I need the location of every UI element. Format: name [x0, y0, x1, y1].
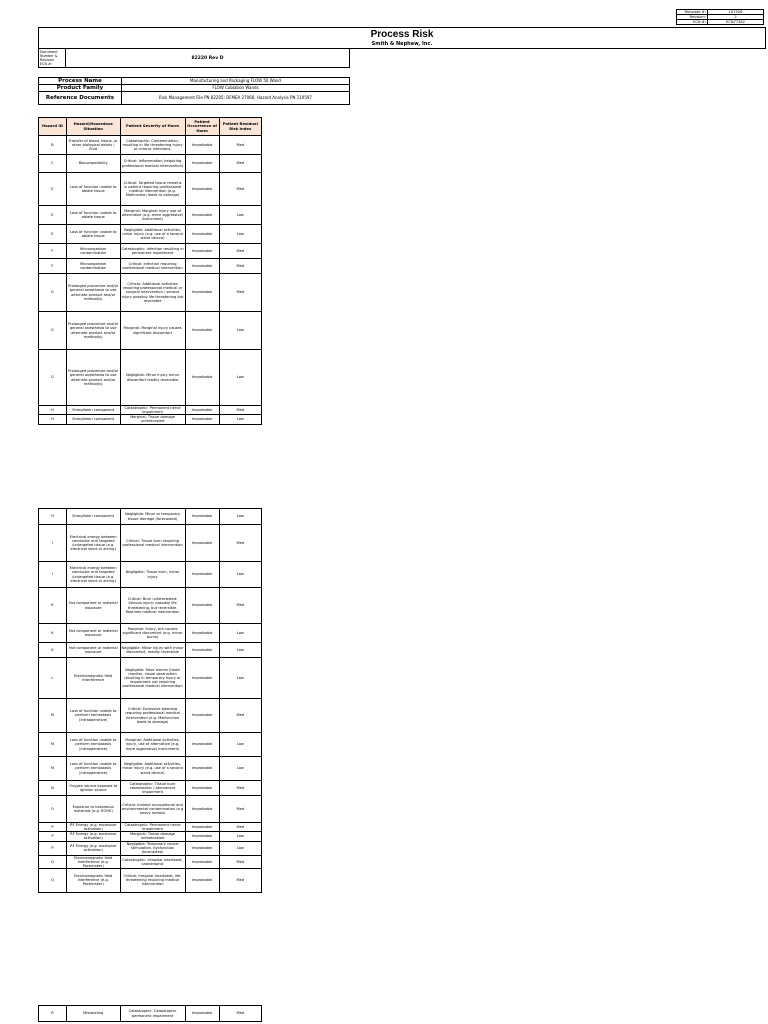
occurrence-cell: Improbable [185, 588, 219, 624]
page-title: Process Risk [370, 29, 434, 40]
risk-table-page-2 [38, 508, 262, 893]
risk-table-row [39, 406, 262, 415]
hazard-situation-cell: Loss of function unable to perform hemostasis (intraoperative) [66, 757, 120, 781]
risk-index-cell: Med [219, 525, 261, 562]
risk-table-row [39, 350, 262, 406]
risk-index-cell: Low [219, 757, 261, 781]
severity-cell: Catastrophic: Permanent nerve impairment [120, 823, 185, 832]
risk-index-cell: Low [219, 832, 261, 841]
risk-index-cell: Med [219, 855, 261, 868]
severity-cell: Marginal: Marginal injury causes significant discomfort [120, 312, 185, 350]
hazard-situation-cell: Microorganism contamination [66, 259, 120, 274]
risk-index-cell: Med [219, 868, 261, 892]
risk-table-row [39, 796, 262, 823]
hazard-id-cell: L [39, 658, 67, 699]
hazard-situation-cell: Microorganism contamination [66, 244, 120, 259]
risk-index-cell: Med [219, 136, 261, 155]
risk-index-cell: Med [219, 1006, 261, 1022]
risk-index-cell: Low [219, 206, 261, 225]
risk-index-cell: Low [219, 312, 261, 350]
severity-cell: Critical: Additional activities requiring professional medical or surgical intervention / serious injury possibly life threatening but reversible [120, 274, 185, 312]
template-info-row [677, 20, 764, 25]
column-header-severity: Patient Severity of Harm [120, 118, 185, 136]
severity-cell: Catastrophic: Contamination, resulting in life threatening injury or chronic infections. [120, 136, 185, 155]
hazard-id-cell: F [39, 244, 67, 259]
hazard-situation-cell: Sharp/keen component [66, 415, 120, 424]
document-header [38, 27, 766, 49]
risk-table-row [39, 699, 262, 733]
severity-cell: Catastrophic: Irregular heartbeat, catastrophic [120, 855, 185, 868]
occurrence-cell: Improbable [185, 259, 219, 274]
process-name-label: Process Name [39, 78, 122, 85]
hazard-id-cell: M [39, 699, 67, 733]
severity-cell: Catastrophic: Catastrophic permanent impairment [120, 1006, 185, 1022]
occurrence-cell: Improbable [185, 173, 219, 206]
occurrence-cell: Improbable [185, 643, 219, 658]
risk-index-cell: Low [219, 225, 261, 244]
hazard-id-cell: F [39, 259, 67, 274]
occurrence-cell: Improbable [185, 562, 219, 588]
severity-cell: Negligible: False alarms (heart monitor, visual obstruction resulting in temporary injury or impairment not requiring professional medical intervention [120, 658, 185, 699]
risk-index-cell: Low [219, 415, 261, 424]
hazard-id-cell: M [39, 757, 67, 781]
severity-cell: Marginal: Tissue damage unforecasted [120, 415, 185, 424]
risk-index-cell: Med [219, 244, 261, 259]
risk-table-row [39, 225, 262, 244]
column-header-hazardous-situation: Hazard/Hazardous Situation [66, 118, 120, 136]
hazard-situation-cell: Exposure to hazardous materials (e.g. ROHS) [66, 796, 120, 823]
risk-table-row [39, 624, 262, 643]
risk-index-cell: Med [219, 155, 261, 173]
occurrence-cell: Improbable [185, 823, 219, 832]
hazard-situation-cell: Loss of function unable to ablate tissue [66, 173, 120, 206]
hazard-id-cell: K [39, 624, 67, 643]
severity-cell: Critical: Irregular heartbeat, life-threatening requiring medical intervention [120, 868, 185, 892]
severity-cell: Negligible: Additional activities, minor injury (e.g. use of a second wand device) [120, 757, 185, 781]
hazard-situation-cell: Prolonged procedure and/or general anesthesia to use alternate product and/or method(s) [66, 274, 120, 312]
hazard-id-cell: K [39, 588, 67, 624]
hazard-situation-cell: Oxygen source exposed to ignition source [66, 781, 120, 796]
hazard-id-cell: H [39, 406, 67, 415]
occurrence-cell: Improbable [185, 757, 219, 781]
risk-table-row [39, 136, 262, 155]
hazard-id-cell: R [39, 1006, 67, 1022]
hazard-situation-cell: RF Energy (e.g. excessive activation) [66, 823, 120, 832]
hazard-situation-cell: Electrical energy between conductor and targeted /untargeted tissue (e.g. electrical short or arcing) [66, 525, 120, 562]
hazard-id-cell: Q [39, 855, 67, 868]
column-header-risk-index: Patient Residual Risk Index [219, 118, 261, 136]
product-family-value: FLOW Coblation Wands [122, 85, 350, 92]
occurrence-cell: Improbable [185, 525, 219, 562]
risk-table-row [39, 643, 262, 658]
severity-cell: Critical: Infection requiring professional medical intervention [120, 259, 185, 274]
occurrence-cell: Improbable [185, 206, 219, 225]
risk-index-cell: Low [219, 733, 261, 757]
risk-table-row [39, 525, 262, 562]
hazard-situation-cell: Electromagnetic field interference (e.g. Pacemaker) [66, 868, 120, 892]
template-info-box [676, 9, 764, 25]
risk-index-cell: Low [219, 643, 261, 658]
occurrence-cell: Improbable [185, 658, 219, 699]
occurrence-cell: Improbable [185, 841, 219, 855]
reference-documents-label: Reference Documents [39, 92, 122, 105]
hazard-id-cell: E [39, 206, 67, 225]
hazard-id-cell: O [39, 796, 67, 823]
document-number-labels: Document Number & Revision ECN #: [39, 49, 66, 68]
risk-index-cell: Med [219, 781, 261, 796]
hazard-situation-cell: Prolonged procedure and/or general anesthesia to use alternate product and/or method(s) [66, 312, 120, 350]
occurrence-cell: Improbable [185, 796, 219, 823]
hazard-situation-cell: RF Energy (e.g. excessive activation) [66, 841, 120, 855]
risk-index-cell: Med [219, 796, 261, 823]
risk-table-row [39, 588, 262, 624]
severity-cell: Marginal: Additional activities, injury, use of alternative (e.g. more aggressive) instrument) [120, 733, 185, 757]
risk-table-row [39, 733, 262, 757]
risk-table-row [39, 173, 262, 206]
risk-table-row [39, 206, 262, 225]
risk-table-row [39, 823, 262, 832]
risk-index-cell: Med [219, 274, 261, 312]
severity-cell: Marginal: Marginal injury use of alternative (e.g. more aggressive) instrument) [120, 206, 185, 225]
document-number: 82220 Rev D [66, 49, 350, 68]
occurrence-cell: Improbable [185, 832, 219, 841]
hazard-id-cell: K [39, 643, 67, 658]
template-info-value: 107328 [708, 10, 764, 15]
risk-table-row [39, 757, 262, 781]
risk-index-cell: Med [219, 173, 261, 206]
reference-documents-value: Risk Management File PN 82205; DFMEA 27066; Hazard Analysis PN 110597 [122, 92, 350, 105]
risk-table-row [39, 274, 262, 312]
severity-cell: Negligible: Tissue burn, minor injury [120, 562, 185, 588]
hazard-id-cell: B [39, 136, 67, 155]
occurrence-cell: Improbable [185, 244, 219, 259]
hazard-situation-cell: Mislabeling [66, 1006, 120, 1022]
severity-cell: Catastrophic: Permanent nerve impairment [120, 406, 185, 415]
hazard-id-cell: N [39, 781, 67, 796]
hazard-situation-cell: Transfer of blood, tissue, or other biological debris / fluid [66, 136, 120, 155]
process-name-value: Manufacturing and Packaging FLOW 50 Wand [122, 78, 350, 85]
risk-index-cell: Low [219, 562, 261, 588]
product-family-label: Product Family [39, 85, 122, 92]
occurrence-cell: Improbable [185, 415, 219, 424]
severity-cell: Marginal: Tissue damage unforecasted [120, 832, 185, 841]
template-info-value: ECN77382 [708, 20, 764, 25]
occurrence-cell: Improbable [185, 733, 219, 757]
severity-cell: Critical: Burn unforecasted: Serious injury; possibly life threatening, but reversible. Requires medical intervention [120, 588, 185, 624]
risk-index-cell: Low [219, 350, 261, 406]
severity-cell: Catastrophic: Infection resulting in permanent impairment [120, 244, 185, 259]
risk-table-row [39, 155, 262, 173]
risk-index-cell: Med [219, 259, 261, 274]
hazard-situation-cell: Electromagnetic field interference [66, 658, 120, 699]
template-info-label: Revision: [677, 15, 708, 20]
process-info-table [38, 77, 350, 105]
risk-index-cell: Med [219, 588, 261, 624]
occurrence-cell: Improbable [185, 312, 219, 350]
occurrence-cell: Improbable [185, 699, 219, 733]
severity-cell: Catastrophic: Tissue burn catastrophic / permanent impairment [120, 781, 185, 796]
hazard-id-cell: P [39, 832, 67, 841]
template-info-label: Template #: [677, 10, 708, 15]
hazard-situation-cell: Hot component or material exposure [66, 588, 120, 624]
severity-cell: Negligible: Additional activities, minor injury (e.g. use of a second wand device) [120, 225, 185, 244]
hazard-situation-cell: Loss of function unable to ablate tissue [66, 206, 120, 225]
risk-table-row [39, 415, 262, 424]
occurrence-cell: Improbable [185, 274, 219, 312]
risk-table-page-3 [38, 1005, 262, 1022]
risk-table-row [39, 781, 262, 796]
risk-table-row [39, 658, 262, 699]
document-number-box [38, 48, 350, 68]
risk-table-row [39, 509, 262, 525]
risk-index-cell: Low [219, 624, 261, 643]
occurrence-cell: Improbable [185, 350, 219, 406]
severity-cell: Negligible: Temporary neural stimulation, dysfunction (forecasted) [120, 841, 185, 855]
hazard-id-cell: G [39, 274, 67, 312]
hazard-id-cell: C [39, 155, 67, 173]
template-info-value: 2 [708, 15, 764, 20]
column-header-hazard-id: Hazard ID [39, 118, 67, 136]
severity-cell: Negligible: Minor injury minor discomfort readily reversible [120, 350, 185, 406]
risk-table-row [39, 841, 262, 855]
hazard-id-cell: I [39, 562, 67, 588]
hazard-id-cell: G [39, 350, 67, 406]
occurrence-cell: Improbable [185, 155, 219, 173]
risk-index-cell: Med [219, 823, 261, 832]
risk-table-row [39, 868, 262, 892]
hazard-situation-cell: Hot component or material exposure [66, 624, 120, 643]
hazard-id-cell: P [39, 841, 67, 855]
template-info-label: ECN #: [677, 20, 708, 25]
occurrence-cell: Improbable [185, 225, 219, 244]
risk-table-row [39, 312, 262, 350]
hazard-id-cell: H [39, 415, 67, 424]
hazard-situation-cell: Sharp/keen component [66, 509, 120, 525]
occurrence-cell: Improbable [185, 855, 219, 868]
hazard-situation-cell: Electromagnetic field interference (e.g. Pacemaker) [66, 855, 120, 868]
hazard-id-cell: I [39, 525, 67, 562]
hazard-id-cell: E [39, 225, 67, 244]
company-name: Smith & Nephew, Inc. [371, 41, 433, 47]
risk-table-row [39, 259, 262, 274]
severity-cell: Critical: Inflammation (requiring professional medical intervention) [120, 155, 185, 173]
risk-table-header-row [39, 118, 262, 136]
hazard-id-cell: H [39, 509, 67, 525]
hazard-situation-cell: Biocompatibility [66, 155, 120, 173]
severity-cell: Negligible: Minor injury with minor discomfort, readily reversible [120, 643, 185, 658]
severity-cell: Critical: Targeted tissue remains in patient requiring professional medical intervention (e.g. Malfunction leads to damage) [120, 173, 185, 206]
hazard-situation-cell: Sharp/keen component [66, 406, 120, 415]
hazard-situation-cell: Loss of function unable to perform hemostasis (intraoperative) [66, 733, 120, 757]
hazard-id-cell: G [39, 312, 67, 350]
risk-index-cell: Low [219, 658, 261, 699]
occurrence-cell: Improbable [185, 1006, 219, 1022]
hazard-situation-cell: RF Energy (e.g. excessive activation) [66, 832, 120, 841]
occurrence-cell: Improbable [185, 509, 219, 525]
risk-table-page-1 [38, 117, 262, 425]
hazard-situation-cell: Loss of function unable to perform hemostasis (intraoperative) [66, 699, 120, 733]
occurrence-cell: Improbable [185, 868, 219, 892]
risk-index-cell: Med [219, 406, 261, 415]
hazard-id-cell: P [39, 823, 67, 832]
risk-index-cell: Med [219, 699, 261, 733]
risk-table-row [39, 1006, 262, 1022]
risk-index-cell: Low [219, 509, 261, 525]
risk-table-row [39, 244, 262, 259]
occurrence-cell: Improbable [185, 136, 219, 155]
column-header-occurrence: Patient Occurrence of Harm [185, 118, 219, 136]
occurrence-cell: Improbable [185, 624, 219, 643]
severity-cell: Critical: Tissue burn requiring professional medical intervention [120, 525, 185, 562]
severity-cell: Negligible: Minor or temporary tissue damage (forecasted) [120, 509, 185, 525]
occurrence-cell: Improbable [185, 406, 219, 415]
severity-cell: Critical: Excessive bleeding requiring professional medical intervention (e.g. Malfunction leads to damage) [120, 699, 185, 733]
severity-cell: Marginal: Injury, but causes significant discomfort (e.g. minor burns) [120, 624, 185, 643]
severity-cell: Critical: Indirect occupational and environmental contamination (e.g heavy metals) [120, 796, 185, 823]
risk-table-row [39, 855, 262, 868]
hazard-situation-cell: Hot component or material exposure [66, 643, 120, 658]
hazard-situation-cell: Electrical energy between conductor and targeted /untargeted tissue (e.g. electrical short or arcing) [66, 562, 120, 588]
hazard-id-cell: Q [39, 868, 67, 892]
hazard-id-cell: E [39, 173, 67, 206]
hazard-id-cell: M [39, 733, 67, 757]
risk-table-row [39, 562, 262, 588]
hazard-situation-cell: Loss of function unable to ablate tissue [66, 225, 120, 244]
risk-index-cell: Low [219, 841, 261, 855]
risk-table-row [39, 832, 262, 841]
hazard-situation-cell: Prolonged procedure and/or general anesthesia to use alternate product and/or method(s) [66, 350, 120, 406]
occurrence-cell: Improbable [185, 781, 219, 796]
